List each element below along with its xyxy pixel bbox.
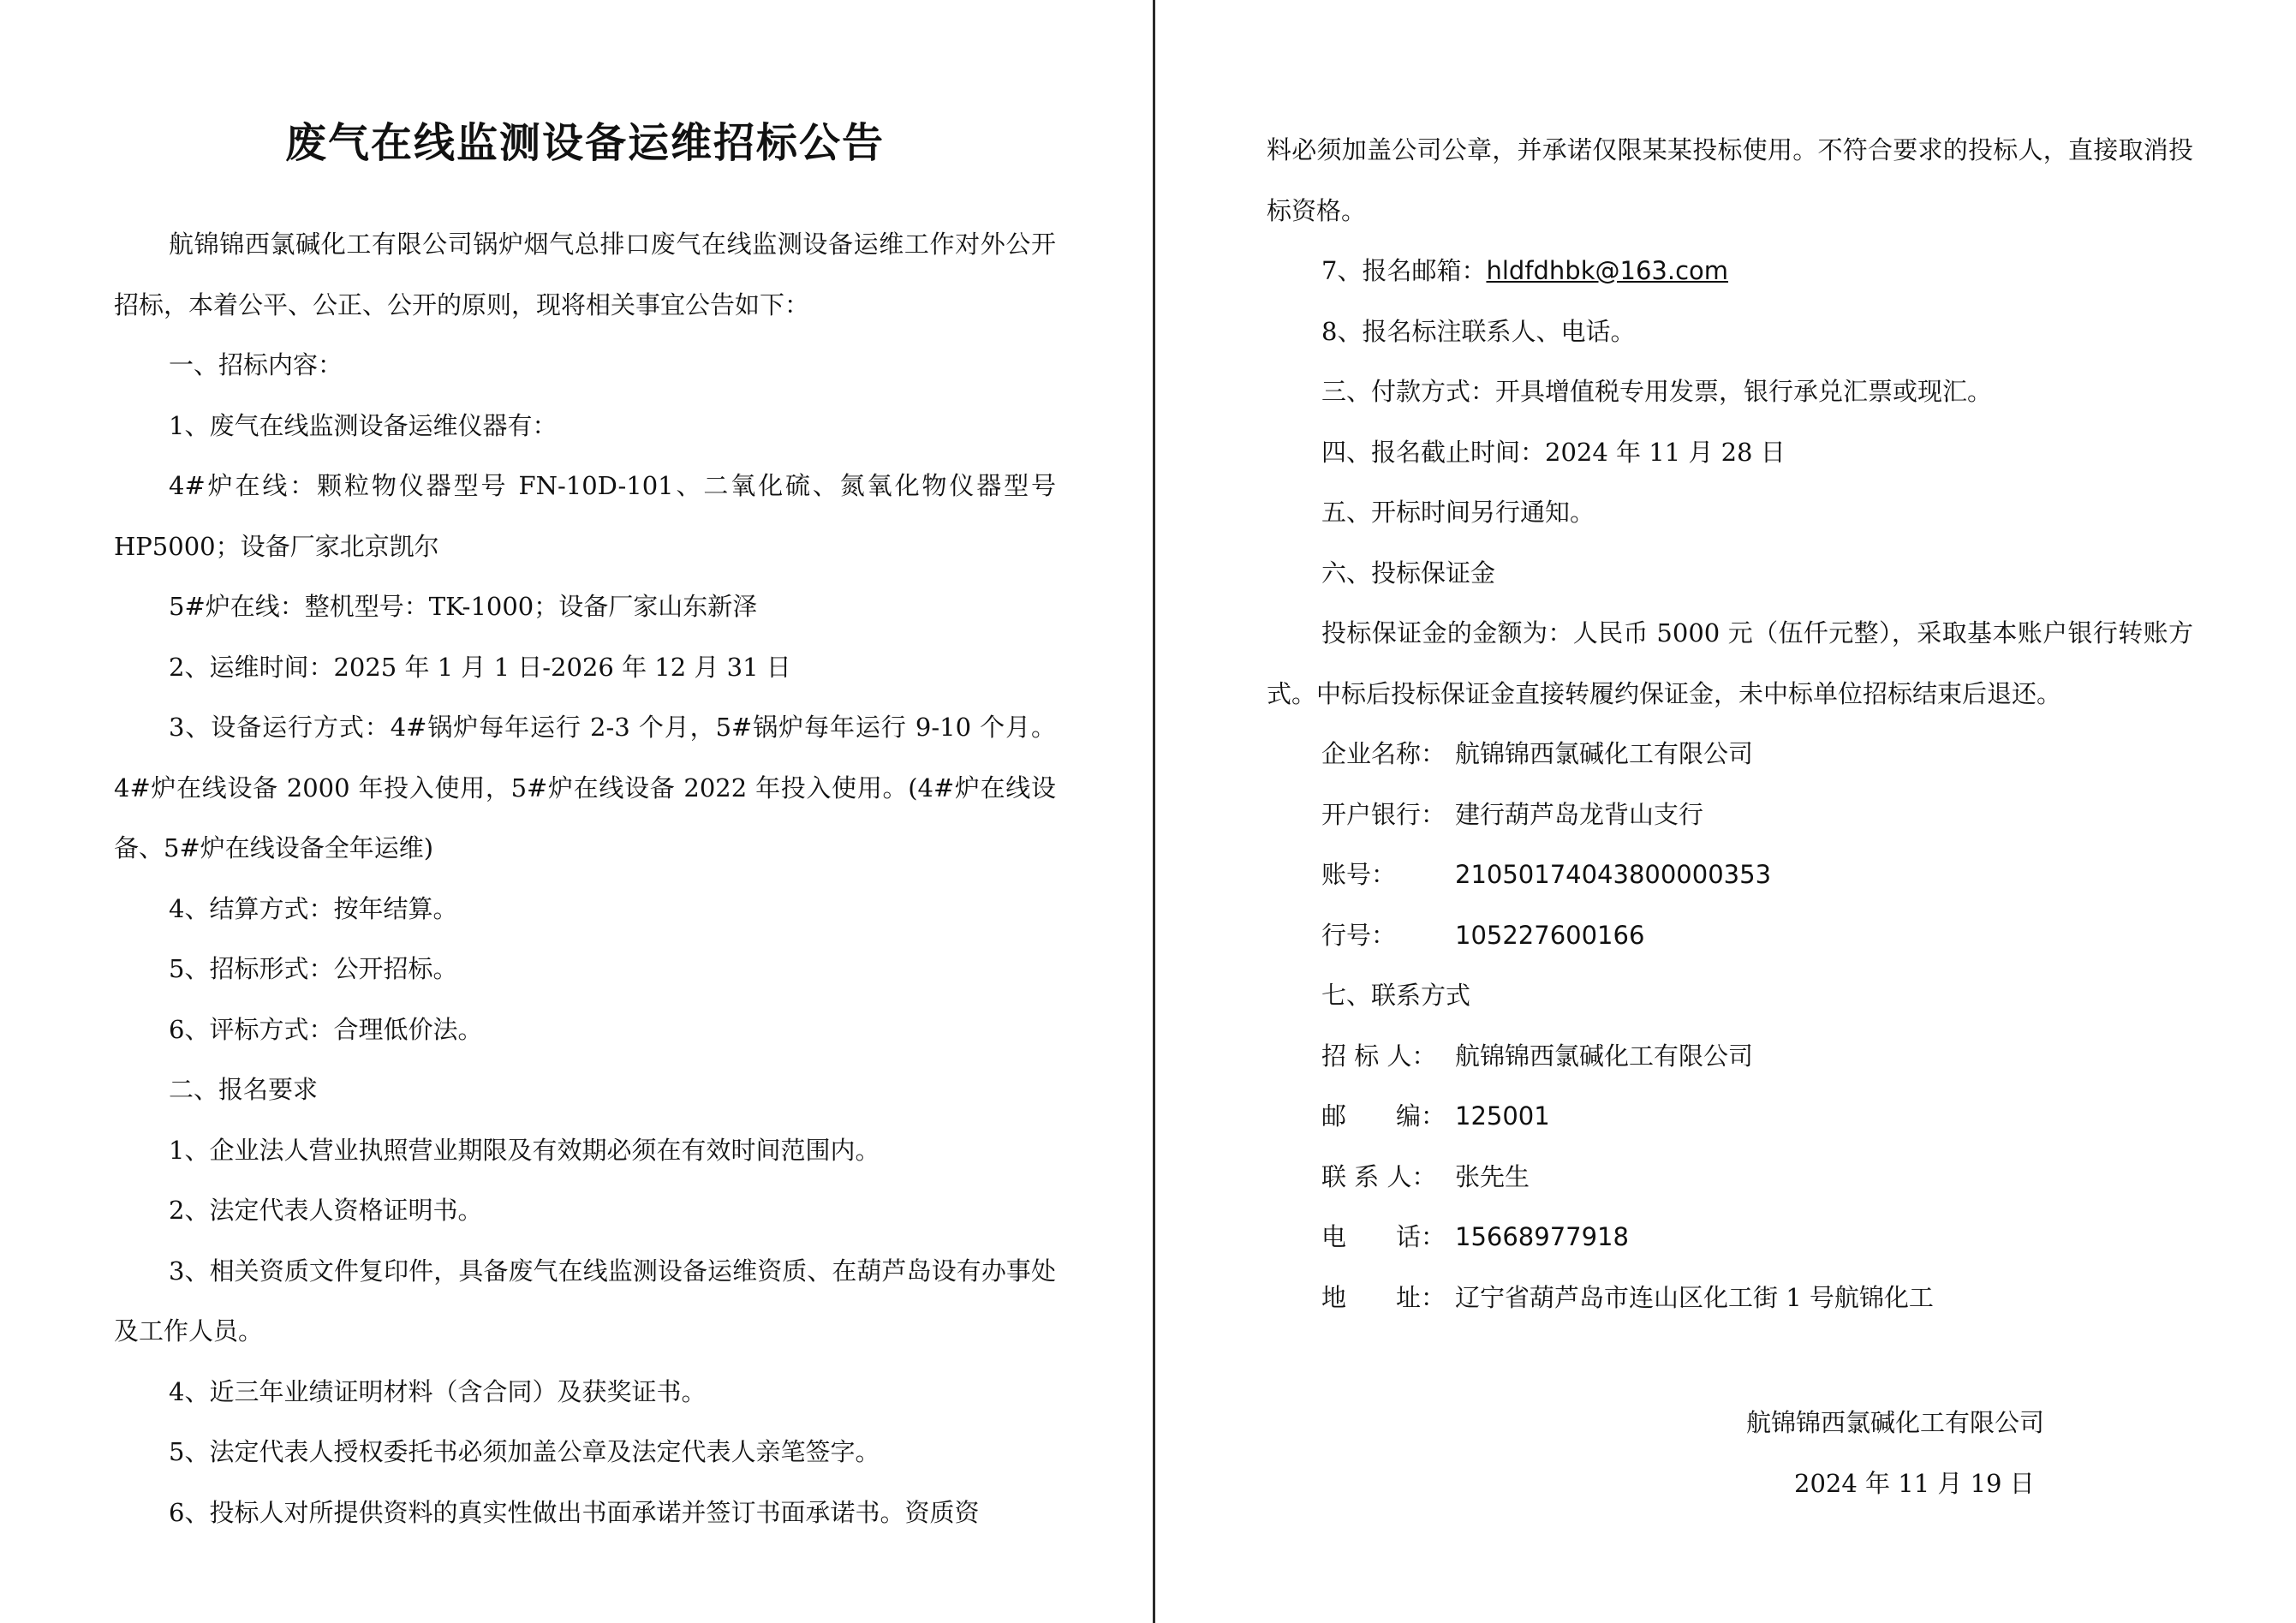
bank-code-value: 105227600166 xyxy=(1455,920,1645,950)
item-2-3: 3、相关资质文件复印件，具备废气在线监测设备运维资质、在葫芦岛设有办事处及工作人员。 xyxy=(114,1256,1056,1346)
item-2-1: 1、企业法人营业执照营业期限及有效期必须在有效时间范围内。 xyxy=(169,1135,880,1165)
section-6-deposit-body: 投标保证金的金额为：人民币 5000 元（伍仟元整），采取基本账户银行转账方式。中标后投标保证金直接转履约保证金，未中标单位招标结束后退还。 xyxy=(1267,618,2193,708)
section-3-payment: 三、付款方式：开具增值税专用发票，银行承兑汇票或现汇。 xyxy=(1321,377,1993,406)
item-2-7 xyxy=(1267,241,2193,301)
item-1-5: 5、招标形式：公开招标。 xyxy=(169,954,458,983)
item-1-6: 6、评标方式：合理低价法。 xyxy=(169,1014,483,1044)
item-2-6: 6、投标人对所提供资料的真实性做出书面承诺并签订书面承诺书。资质资 xyxy=(169,1497,980,1527)
contact-person-row xyxy=(1267,1147,2193,1208)
bank-code-row xyxy=(1267,905,2193,966)
item-2-8: 8、报名标注联系人、电话。 xyxy=(1321,316,1636,346)
item-1-1-boiler-4: 4#炉在线：颗粒物仪器型号 FN-10D-101、二氧化硫、氮氧化物仪器型号 HP5000；设备厂家北京凯尔 xyxy=(114,471,1056,561)
contact-phone-value: 15668977918 xyxy=(1455,1222,1629,1251)
signature-date: 2024 年 11 月 19 日 xyxy=(1794,1468,2035,1498)
contact-person-value: 张先生 xyxy=(1455,1161,1530,1191)
contact-person-label: 联 系 人： xyxy=(1321,1161,1437,1191)
email-label: 7、报名邮箱： xyxy=(1321,256,1487,285)
contact-phone-label: 电 话： xyxy=(1321,1222,1446,1251)
section-2-heading: 二、报名要求 xyxy=(169,1075,319,1104)
contact-tenderer-row xyxy=(1267,1026,2193,1087)
intro-paragraph: 航锦锦西氯碱化工有限公司锅炉烟气总排口废气在线监测设备运维工作对外公开招标，本着公平、公正、公开的原则，现将相关事宜公告如下： xyxy=(114,230,1056,319)
bank-name-label: 开户银行： xyxy=(1321,799,1446,829)
bank-name-value: 建行葫芦岛龙背山支行 xyxy=(1455,799,1704,829)
document-title: 废气在线监测设备运维招标公告 xyxy=(284,119,885,167)
item-2-6-continued: 料必须加盖公司公章，并承诺仅限某某投标使用。不符合要求的投标人，直接取消投标资格。 xyxy=(1267,135,2193,225)
page-divider xyxy=(1153,0,1155,1623)
item-2-2: 2、法定代表人资格证明书。 xyxy=(169,1196,483,1225)
bank-company-row xyxy=(1267,724,2193,785)
contact-tenderer-label: 招 标 人： xyxy=(1321,1041,1437,1071)
bank-account-value: 21050174043800000353 xyxy=(1455,860,1772,889)
section-7-heading: 七、联系方式 xyxy=(1321,981,1471,1010)
item-2-4: 4、近三年业绩证明材料（含合同）及获奖证书。 xyxy=(169,1376,707,1406)
item-2-5: 5、法定代表人授权委托书必须加盖公章及法定代表人亲笔签字。 xyxy=(169,1437,880,1466)
right-page xyxy=(1157,0,2296,1623)
contact-address-row xyxy=(1267,1268,2193,1328)
item-1-1: 1、废气在线监测设备运维仪器有： xyxy=(169,410,558,440)
item-1-1-boiler-5: 5#炉在线：整机型号：TK-1000；设备厂家山东新泽 xyxy=(169,592,758,621)
section-1-heading: 一、招标内容： xyxy=(169,350,343,379)
signature-company: 航锦锦西氯碱化工有限公司 xyxy=(1746,1408,2045,1437)
bank-company-label: 企业名称： xyxy=(1321,739,1446,768)
contact-address-value: 辽宁省葫芦岛市连山区化工街 1 号航锦化工 xyxy=(1455,1282,1934,1312)
contact-postcode-row xyxy=(1267,1086,2193,1147)
section-5-opening: 五、开标时间另行通知。 xyxy=(1321,498,1595,527)
section-6-heading: 六、投标保证金 xyxy=(1321,558,1496,588)
contact-postcode-label: 邮 编： xyxy=(1321,1101,1446,1131)
bank-company-value: 航锦锦西氯碱化工有限公司 xyxy=(1455,739,1754,768)
contact-address-label: 地 址： xyxy=(1321,1282,1446,1312)
item-1-2: 2、运维时间：2025 年 1 月 1 日-2026 年 12 月 31 日 xyxy=(169,652,791,682)
contact-phone-row xyxy=(1267,1207,2193,1268)
contact-tenderer-value: 航锦锦西氯碱化工有限公司 xyxy=(1455,1041,1754,1071)
item-1-3: 3、设备运行方式：4#锅炉每年运行 2-3 个月，5#锅炉每年运行 9-10 个月。4#炉在线设备 2000 年投入使用，5#炉在线设备 2022 年投入使用。(4#炉在线设备、5#炉在线设备全年运维) xyxy=(114,713,1056,862)
bank-info xyxy=(1267,724,2193,965)
bank-name-row xyxy=(1267,785,2193,845)
bank-code-label: 行号： xyxy=(1321,920,1397,950)
contact-info xyxy=(1267,1026,2193,1328)
bank-account-label: 账号： xyxy=(1321,860,1397,889)
section-4-deadline: 四、报名截止时间：2024 年 11 月 28 日 xyxy=(1321,437,1786,467)
registration-email-link[interactable]: hldfdhbk@163.com xyxy=(1486,256,1729,285)
contact-postcode-value: 125001 xyxy=(1455,1101,1550,1131)
item-1-4: 4、结算方式：按年结算。 xyxy=(169,893,458,923)
bank-account-row xyxy=(1267,844,2193,905)
